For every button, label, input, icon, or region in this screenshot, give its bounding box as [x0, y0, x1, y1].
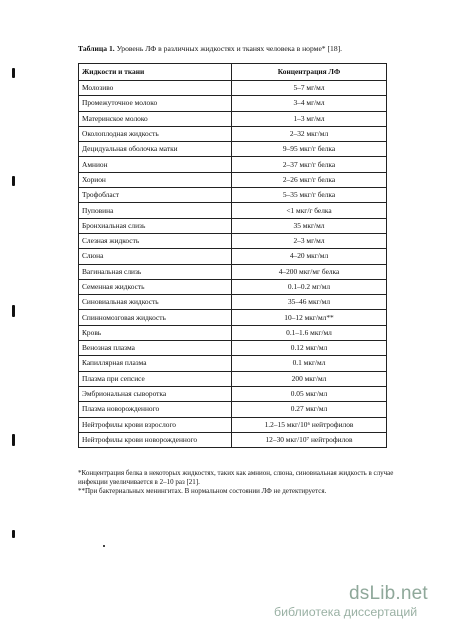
cell-concentration: 2–26 мкг/г белка: [232, 172, 387, 187]
scan-mark: [12, 530, 15, 538]
table-row: [79, 402, 387, 417]
cell-fluid-name: Слезная жидкость: [79, 233, 232, 248]
table-row: [79, 188, 387, 203]
cell-fluid-name: Нейтрофилы крови взрослого: [79, 417, 232, 432]
cell-concentration: 0.1–1.6 мкг/мл: [232, 325, 387, 340]
table-row: [79, 417, 387, 432]
table-row: [79, 172, 387, 187]
table-row: [79, 295, 387, 310]
cell-fluid-name: Материнское молоко: [79, 111, 232, 126]
table-row: [79, 371, 387, 386]
table-row: [79, 233, 387, 248]
cell-concentration: 200 мкг/мл: [232, 371, 387, 386]
table-body: [79, 81, 387, 448]
table-row: [79, 325, 387, 340]
cell-fluid-name: Нейтрофилы крови новорожденного: [79, 432, 232, 447]
table-row: [79, 157, 387, 172]
cell-concentration: 0.1–0.2 мг/мл: [232, 279, 387, 294]
cell-fluid-name: Молозиво: [79, 81, 232, 96]
table-row: [79, 218, 387, 233]
cell-fluid-name: Околоплодная жидкость: [79, 126, 232, 141]
table-caption: [78, 44, 408, 53]
cell-fluid-name: Венозная плазма: [79, 341, 232, 356]
scan-mark: [12, 176, 15, 186]
cell-concentration: 2–37 мкг/г белка: [232, 157, 387, 172]
cell-fluid-name: Децидуальная оболочка матки: [79, 142, 232, 157]
lactoferrin-table: [78, 63, 387, 448]
table-row: [79, 279, 387, 294]
caption-text: Уровень ЛФ в различных жидкостях и тканях человека в норме* [18].: [114, 44, 343, 53]
table-row: [79, 249, 387, 264]
cell-concentration: 10–12 мкг/мл**: [232, 310, 387, 325]
watermark-logo: dsLib.net: [349, 583, 428, 604]
cell-concentration: 3–4 мг/мл: [232, 96, 387, 111]
cell-fluid-name: Синовиальная жидкость: [79, 295, 232, 310]
cell-concentration: 0.12 мкг/мл: [232, 341, 387, 356]
cell-concentration: 0.05 мкг/мл: [232, 386, 387, 401]
cell-fluid-name: Семенная жидкость: [79, 279, 232, 294]
watermark-subtitle: библиотека диссертаций: [274, 605, 418, 619]
cell-fluid-name: Спинномозговая жидкость: [79, 310, 232, 325]
scan-mark: [12, 305, 15, 317]
caption-label: Таблица 1.: [78, 44, 115, 53]
footnotes: [78, 469, 413, 497]
scan-mark: [103, 545, 105, 547]
cell-concentration: 1.2–15 мкг/10⁶ нейтрофилов: [232, 417, 387, 432]
cell-fluid-name: Вагинальная слизь: [79, 264, 232, 279]
cell-concentration: 5–35 мкг/г белка: [232, 188, 387, 203]
cell-concentration: 4–200 мкг/мг белка: [232, 264, 387, 279]
footnote-1: *Концентрация белка в некоторых жидкостях, таких как амнион, слюна, синовиальная жидкость в случае инфекции увеличивается в 2–10 раз [21].: [78, 469, 394, 487]
table-row: [79, 386, 387, 401]
table-row: [79, 356, 387, 371]
cell-concentration: 2–3 мг/мл: [232, 233, 387, 248]
table-header-row: [79, 64, 387, 81]
table-row: [79, 432, 387, 447]
cell-fluid-name: Промежуточное молоко: [79, 96, 232, 111]
cell-concentration: 2–32 мкг/мл: [232, 126, 387, 141]
cell-concentration: 9–95 мкг/г белка: [232, 142, 387, 157]
cell-fluid-name: Хорион: [79, 172, 232, 187]
scan-mark: [12, 434, 15, 446]
cell-fluid-name: Бронхиальная слизь: [79, 218, 232, 233]
table-row: [79, 264, 387, 279]
cell-concentration: 35 мкг/мл: [232, 218, 387, 233]
cell-fluid-name: Эмбриональная сыворотка: [79, 386, 232, 401]
header-concentration: Концентрация ЛФ: [232, 64, 387, 81]
cell-concentration: 0.1 мкг/мл: [232, 356, 387, 371]
cell-concentration: 5–7 мг/мл: [232, 81, 387, 96]
header-fluids: Жидкости и ткани: [79, 64, 232, 81]
cell-fluid-name: Амнион: [79, 157, 232, 172]
table-row: [79, 111, 387, 126]
table-row: [79, 81, 387, 96]
table-row: [79, 341, 387, 356]
cell-concentration: 4–20 мкг/мл: [232, 249, 387, 264]
cell-fluid-name: Слюна: [79, 249, 232, 264]
cell-concentration: 0.27 мкг/мл: [232, 402, 387, 417]
footnote-2: **При бактериальных менингитах. В нормальном состоянии ЛФ не детектируется.: [78, 487, 327, 496]
cell-fluid-name: Плазма при сепсисе: [79, 371, 232, 386]
table-row: [79, 96, 387, 111]
cell-fluid-name: Кровь: [79, 325, 232, 340]
cell-concentration: 12–30 мкг/10⁷ нейтрофилов: [232, 432, 387, 447]
cell-fluid-name: Трофобласт: [79, 188, 232, 203]
cell-fluid-name: Капиллярная плазма: [79, 356, 232, 371]
table-row: [79, 142, 387, 157]
cell-fluid-name: Плазма новорожденного: [79, 402, 232, 417]
table-row: [79, 203, 387, 218]
scan-mark: [12, 68, 15, 78]
cell-concentration: 35–46 мкг/мл: [232, 295, 387, 310]
cell-concentration: 1–3 мг/мл: [232, 111, 387, 126]
cell-concentration: <1 мкг/г белка: [232, 203, 387, 218]
table-row: [79, 126, 387, 141]
cell-fluid-name: Пуповина: [79, 203, 232, 218]
table-row: [79, 310, 387, 325]
